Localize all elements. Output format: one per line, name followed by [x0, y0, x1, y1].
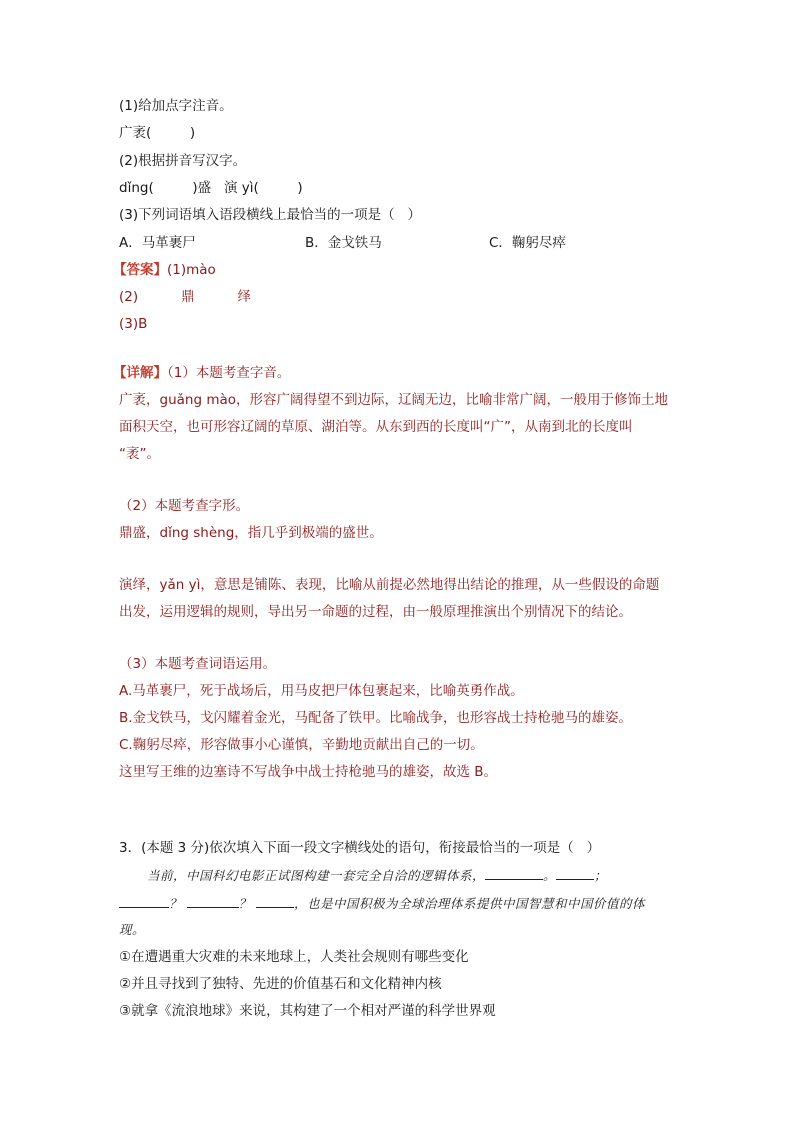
- passage-line2-text: ，也是中国积极为全球治理体系提供中国智慧和中国价值的体: [294, 896, 646, 911]
- answer-line3: (3)B: [119, 316, 148, 332]
- detail-p3-line2: 出发，运用逻辑的规则，导出另一命题的过程，由一般原理推演出个别情况下的结论。: [119, 604, 632, 620]
- passage-line2: [119, 893, 645, 914]
- answer-text1: (1)mào: [167, 262, 216, 278]
- question-part1: (1)给加点字注音。: [119, 98, 233, 114]
- passage-q2: ？: [238, 896, 252, 911]
- passage-semicolon: ；: [594, 868, 608, 883]
- detail-p2-head: （2）本题考查字形。: [119, 498, 250, 514]
- blank-4[interactable]: [187, 893, 239, 908]
- detail-tag: 【详解】: [113, 365, 167, 381]
- detail-p4-conclusion: 这里写王维的边塞诗不写战争中战士持枪驰马的雄姿，故选 B。: [119, 764, 498, 780]
- blank-2[interactable]: [556, 865, 594, 880]
- option-c: C．鞠躬尽瘁: [489, 235, 566, 251]
- passage-q1: ？: [169, 896, 183, 911]
- answer-line1: [113, 260, 216, 280]
- passage-line3: 现。: [119, 922, 146, 937]
- option-b: B．金戈铁马: [305, 235, 382, 251]
- passage-period: 。: [543, 868, 557, 883]
- question-part2: (2)根据拼音写汉字。: [119, 153, 247, 169]
- question-part3: (3)下列词语填入语段横线上最恰当的一项是（ ）: [119, 207, 421, 223]
- detail-p4-a: A.马革裹尸，死于战场后，用马皮把尸体包裹起来，比喻英勇作战。: [119, 683, 524, 699]
- choice-item-3: ③就拿《流浪地球》来说，其构建了一个相对严谨的科学世界观: [119, 1003, 496, 1019]
- question-guangmao: 广袤( ): [119, 125, 196, 141]
- detail-p1-head: （1）本题考查字音。: [167, 365, 291, 381]
- detail-p1-line2: 面积天空，也可形容辽阔的草原、湖泊等。从东到西的长度叫“广”，从南到北的长度叫: [119, 419, 633, 435]
- detail-p4-c: C.鞠躬尽瘁，形容做事小心谨慎，辛勤地贡献出自己的一切。: [119, 737, 484, 753]
- answer-line2: (2) 鼎 绎: [119, 289, 251, 305]
- option-a: A．马革裹尸: [119, 235, 196, 251]
- blank-3[interactable]: [119, 893, 169, 908]
- choice-item-2: ②并且寻找到了独特、先进的价值基石和文化精神内核: [119, 976, 442, 992]
- detail-p1-line3: “袤”。: [119, 446, 160, 462]
- detail-p4-head: （3）本题考查词语运用。: [119, 656, 277, 672]
- detail-p3-line1: 演绎，yǎn yì，意思是铺陈、表现，比喻从前提必然地得出结论的推理，从一些假设的命题: [119, 577, 660, 593]
- detail-p4-b: B.金戈铁马，戈闪耀着金光，马配备了铁甲。比喻战争，也形容战士持枪驰马的雄姿。: [119, 710, 633, 726]
- passage-line1: [147, 865, 607, 886]
- detail-p2-line1: 鼎盛，dǐng shèng，指几乎到极端的盛世。: [119, 525, 383, 541]
- passage-line1-text: 当前，中国科幻电影正试图构建一套完全自洽的逻辑体系，: [147, 868, 486, 883]
- detail-head: [113, 363, 290, 383]
- question3-stem: 3．(本题 3 分)依次填入下面一段文字横线处的语句，衔接最恰当的一项是（ ）: [119, 840, 601, 856]
- choice-item-1: ①在遭遇重大灾难的未来地球上，人类社会规则有哪些变化: [119, 949, 469, 965]
- blank-1[interactable]: [485, 865, 543, 880]
- detail-p1-line1: 广袤，guǎng mào，形容广阔得望不到边际，辽阔无边，比喻非常广阔，一般用于修饰土地: [119, 392, 668, 408]
- question-pinyin-line: dǐng( )盛 演 yì( ): [119, 180, 303, 196]
- answer-tag: 【答案】: [113, 262, 167, 278]
- blank-5[interactable]: [256, 893, 294, 908]
